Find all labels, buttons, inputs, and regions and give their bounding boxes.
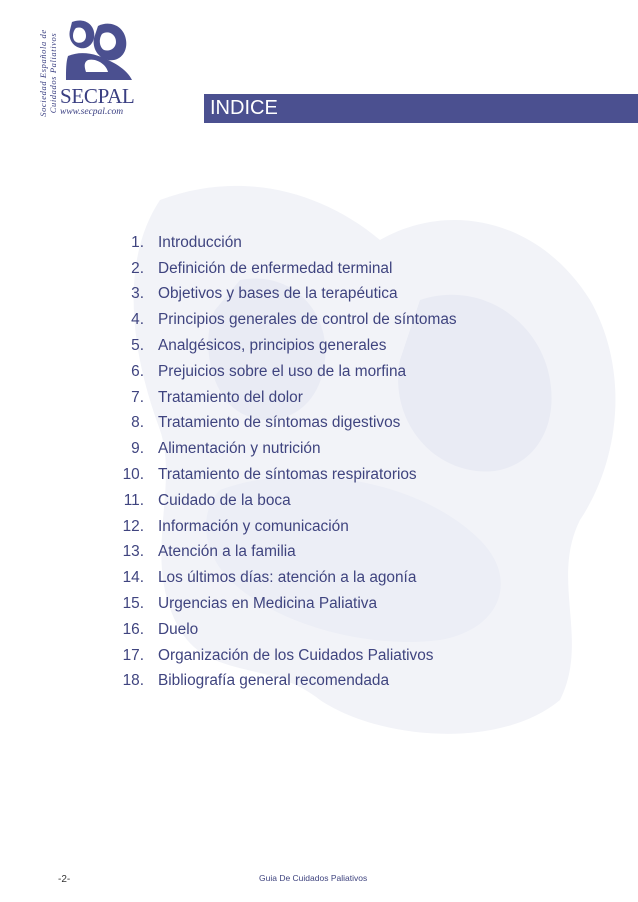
- toc-item-label: Duelo: [158, 620, 199, 638]
- toc-item-label: Urgencias en Medicina Paliativa: [158, 595, 378, 613]
- toc-item-number: 7.: [131, 388, 144, 406]
- toc-item: [106, 514, 457, 540]
- toc-item: [106, 307, 457, 333]
- toc-item-label: Definición de enfermedad terminal: [158, 259, 393, 277]
- toc-item-number: 16.: [122, 620, 144, 638]
- toc-item-number: 12.: [122, 517, 144, 535]
- table-of-contents: [106, 230, 457, 694]
- toc-item-label: Organización de los Cuidados Paliativos: [158, 646, 434, 664]
- logo-name: SECPAL: [60, 84, 135, 108]
- toc-item-number: 14.: [122, 569, 144, 587]
- toc-item-number: 13.: [122, 543, 144, 561]
- toc-item: [106, 333, 457, 359]
- toc-item-number: 18.: [122, 672, 144, 690]
- toc-item-number: 1.: [131, 233, 144, 251]
- toc-item: [106, 643, 457, 669]
- toc-item-label: Bibliografía general recomendada: [158, 672, 390, 690]
- toc-item-label: Prejuicios sobre el uso de la morfina: [158, 362, 407, 380]
- logo-vertical-line2: Cuidados Paliativos: [48, 32, 58, 114]
- toc-item-label: Tratamiento del dolor: [158, 388, 303, 406]
- toc-item-label: Principios generales de control de síntomas: [158, 311, 457, 329]
- toc-item-number: 11.: [123, 491, 144, 509]
- page-number: -2-: [58, 874, 71, 885]
- toc-item-number: 8.: [131, 414, 144, 432]
- toc-item-label: Cuidado de la boca: [158, 491, 291, 509]
- toc-item-number: 15.: [122, 595, 144, 613]
- secpal-logo: [18, 12, 138, 122]
- toc-item-number: 9.: [131, 440, 144, 458]
- toc-item-number: 3.: [131, 285, 144, 303]
- toc-item-number: 17.: [122, 646, 144, 664]
- toc-item-number: 10.: [122, 466, 144, 484]
- toc-item-label: Los últimos días: atención a la agonía: [158, 569, 417, 587]
- logo-figures-icon: [58, 16, 136, 84]
- toc-item: [106, 462, 457, 488]
- toc-item: [106, 256, 457, 282]
- logo-vertical-line1: Sociedad Española de: [38, 29, 48, 117]
- toc-item-label: Objetivos y bases de la terapéutica: [158, 285, 398, 303]
- footer-document-title: Guia De Cuidados Paliativos: [259, 873, 368, 883]
- toc-item-label: Tratamiento de síntomas digestivos: [158, 414, 401, 432]
- toc-item: [106, 488, 457, 514]
- toc-item: [106, 411, 457, 437]
- toc-item-number: 6.: [131, 362, 144, 380]
- toc-item-label: Analgésicos, principios generales: [158, 337, 387, 355]
- toc-item: [106, 540, 457, 566]
- toc-item-label: Introducción: [158, 233, 242, 251]
- index-header-bar: [204, 94, 638, 123]
- toc-item-label: Alimentación y nutrición: [158, 440, 321, 458]
- toc-item-number: 2.: [131, 259, 144, 277]
- toc-item-number: 4.: [131, 311, 144, 329]
- toc-item: [106, 617, 457, 643]
- toc-item-number: 5.: [131, 337, 144, 355]
- toc-item: [106, 282, 457, 308]
- toc-item: [106, 669, 457, 695]
- toc-item: [106, 359, 457, 385]
- toc-item: [106, 385, 457, 411]
- toc-item-label: Tratamiento de síntomas respiratorios: [158, 466, 417, 484]
- toc-item-label: Atención a la familia: [158, 543, 296, 561]
- toc-item-label: Información y comunicación: [158, 517, 349, 535]
- logo-url: www.secpal.com: [60, 107, 124, 117]
- toc-item: [106, 591, 457, 617]
- toc-item: [106, 230, 457, 256]
- toc-item: [106, 565, 457, 591]
- page-title: INDICE: [210, 97, 278, 119]
- toc-item: [106, 436, 457, 462]
